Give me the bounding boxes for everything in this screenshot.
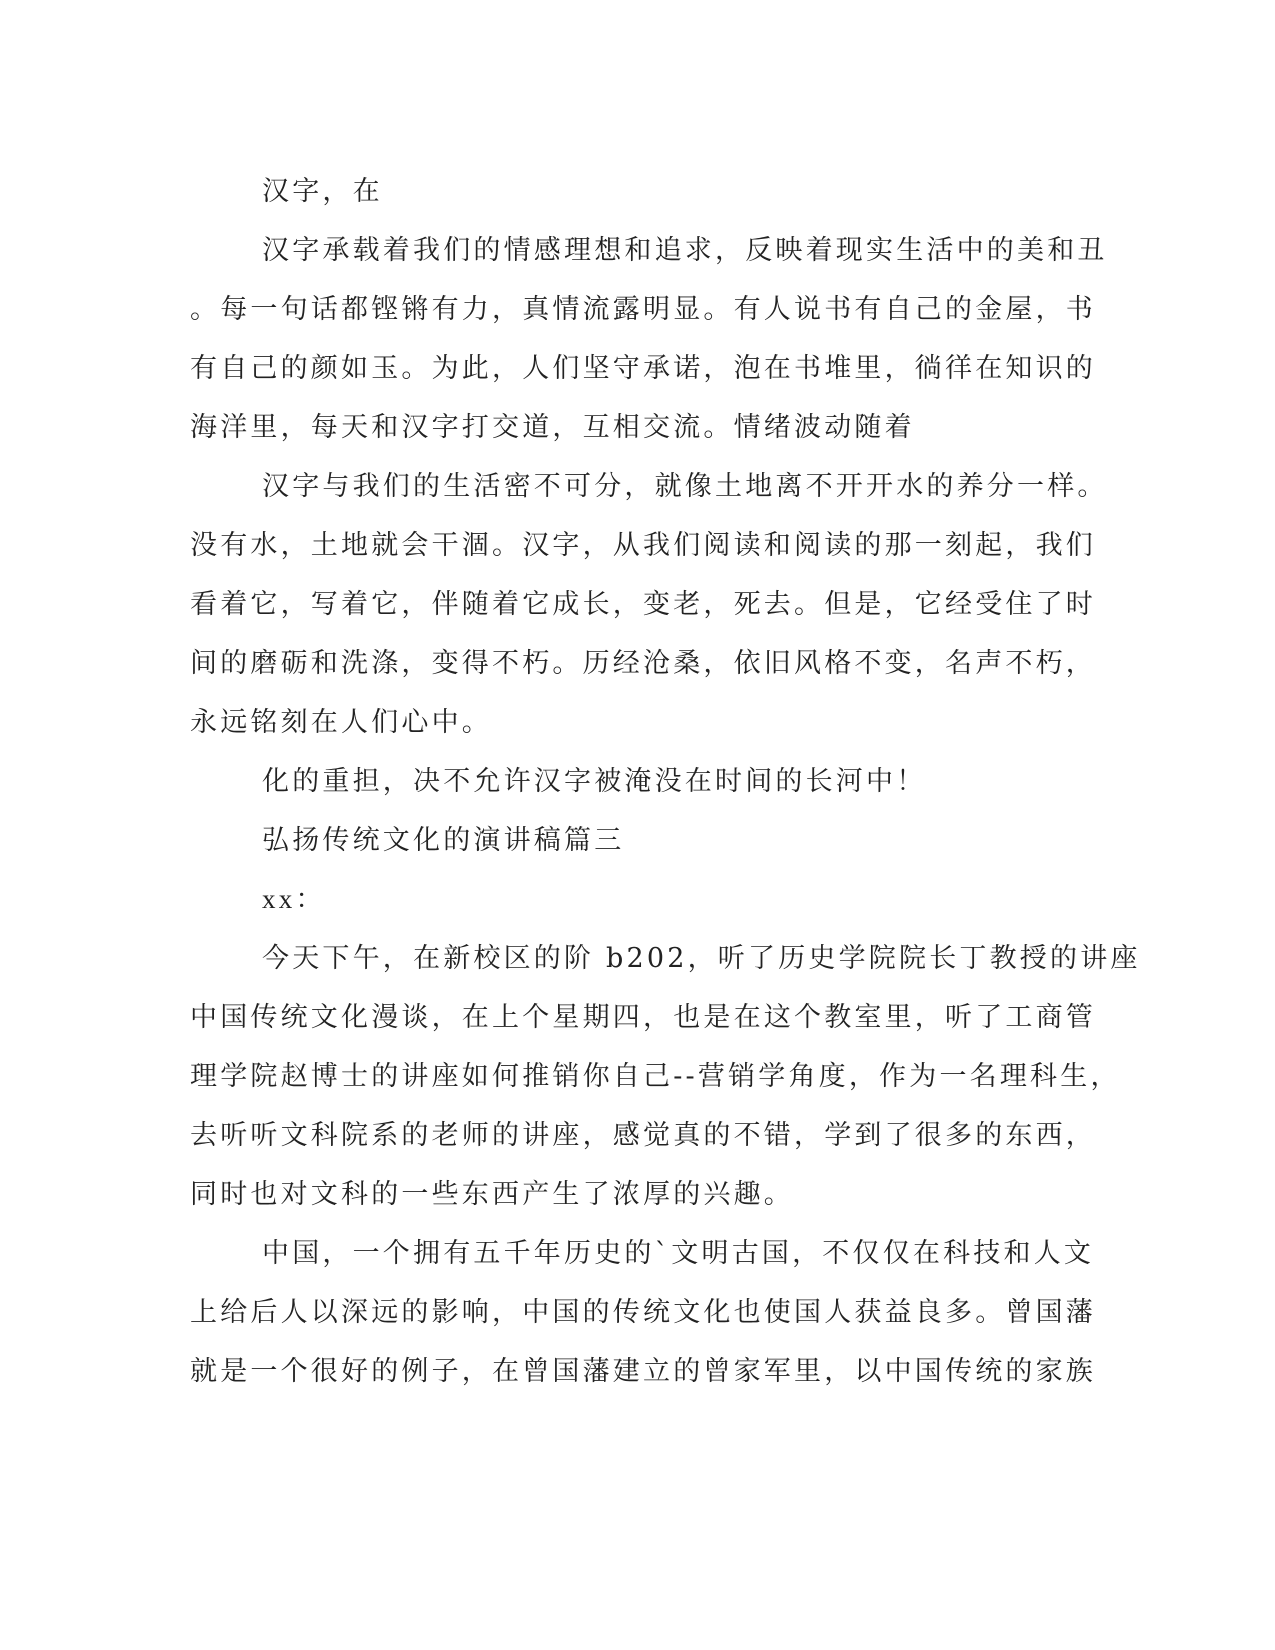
text-line: 今天下午，在新校区的阶 b202，听了历史学院院长丁教授的讲座 [262, 943, 1141, 974]
text-line: 汉字与我们的生活密不可分，就像土地离不开开水的养分一样。 [262, 471, 1108, 502]
section-heading: 弘扬传统文化的演讲稿篇三 [262, 825, 625, 856]
text-line: 有自己的颜如玉。为此，人们坚守承诺，泡在书堆里，徜徉在知识的 [190, 353, 1096, 384]
text-line: 中国传统文化漫谈，在上个星期四，也是在这个教室里，听了工商管 [190, 1002, 1096, 1033]
text-line: 就是一个很好的例子，在曾国藩建立的曾家军里，以中国传统的家族 [190, 1356, 1096, 1387]
text-line: 。每一句话都铿锵有力，真情流露明显。有人说书有自己的金屋，书 [190, 294, 1096, 325]
text-line: 海洋里，每天和汉字打交道，互相交流。情绪波动随着 [190, 412, 915, 443]
document-body [190, 162, 1141, 1401]
text-line: 化的重担，决不允许汉字被淹没在时间的长河中！ [262, 766, 927, 797]
text-line: 中国，一个拥有五千年历史的`文明古国，不仅仅在科技和人文 [262, 1238, 1095, 1269]
text-line: 看着它，写着它，伴随着它成长，变老，死去。但是，它经受住了时 [190, 589, 1096, 620]
text-line: 理学院赵博士的讲座如何推销你自己--营销学角度，作为一名理科生， [190, 1061, 1121, 1092]
text-line: 同时也对文科的一些东西产生了浓厚的兴趣。 [190, 1179, 794, 1210]
text-line: 间的磨砺和洗涤，变得不朽。历经沧桑，依旧风格不变，名声不朽， [190, 648, 1096, 679]
text-line: 永远铭刻在人们心中。 [190, 707, 492, 738]
text-line: 汉字承载着我们的情感理想和追求，反映着现实生活中的美和丑 [262, 235, 1108, 266]
text-line: 汉字，在 [262, 176, 383, 207]
salutation: xx： [262, 884, 326, 914]
text-line: 没有水，土地就会干涸。汉字，从我们阅读和阅读的那一刻起，我们 [190, 530, 1096, 561]
text-line: 去听听文科院系的老师的讲座，感觉真的不错，学到了很多的东西， [190, 1120, 1096, 1151]
text-line: 上给后人以深远的影响，中国的传统文化也使国人获益良多。曾国藩 [190, 1297, 1096, 1328]
